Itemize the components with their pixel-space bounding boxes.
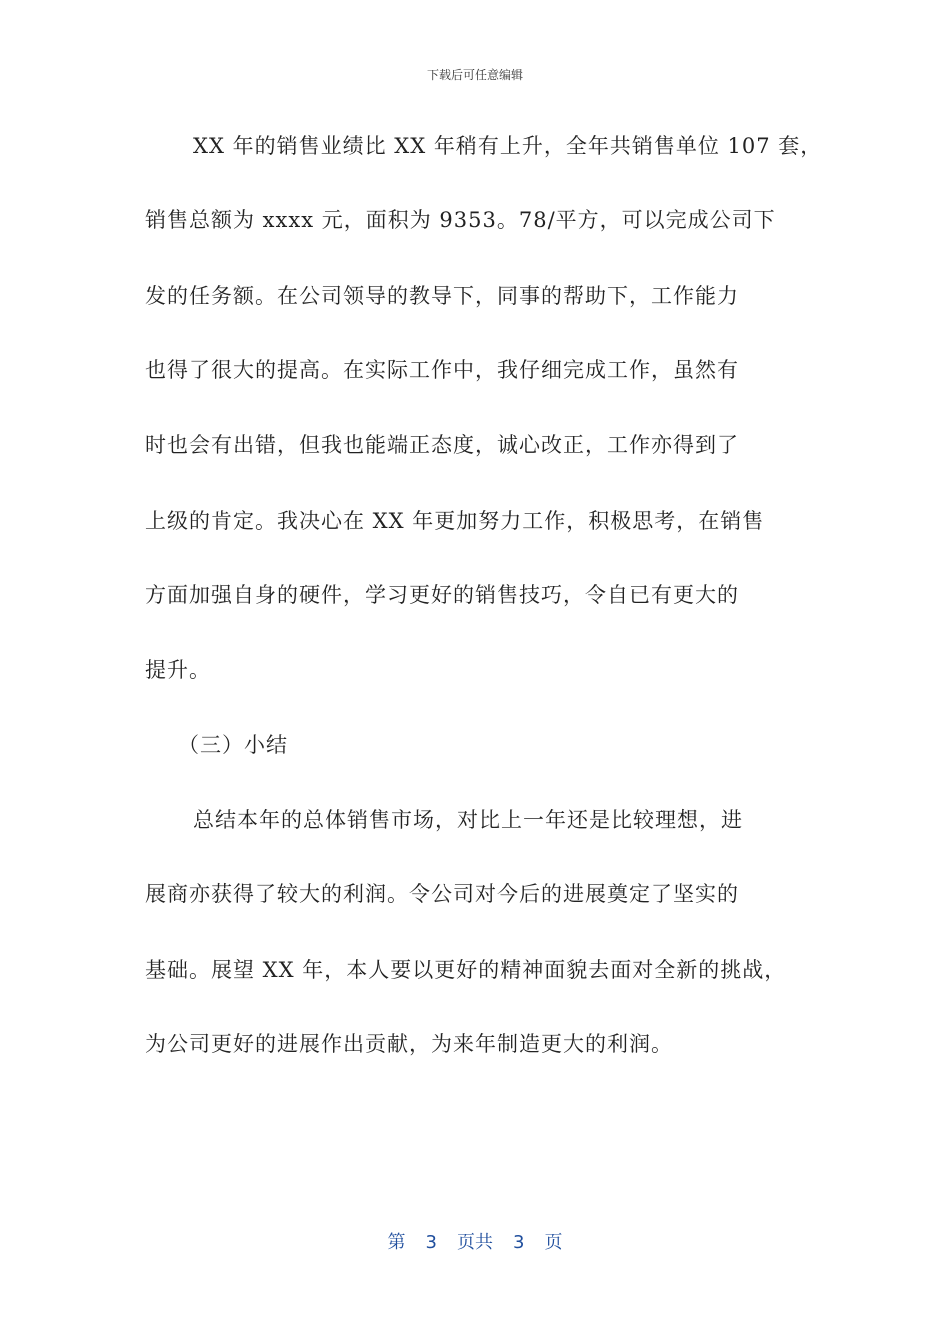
page-header-note: 下载后可任意编辑: [426, 68, 523, 82]
paragraph-1-line-8: 提升。: [145, 658, 211, 682]
footer-page-prefix: 第: [387, 1232, 406, 1253]
paragraph-1-line-6: 上级的肯定。我决心在 XX 年更加努力工作，积极思考，在销售: [145, 509, 765, 533]
paragraph-1-line-4: 也得了很大的提高。在实际工作中，我仔细完成工作，虽然有: [145, 358, 739, 382]
paragraph-2-line-1: 总结本年的总体销售市场，对比上一年还是比较理想，进: [193, 808, 743, 832]
footer-total-pages: 3: [513, 1232, 525, 1253]
paragraph-1-line-5: 时也会有出错，但我也能端正态度，诚心改正，工作亦得到了: [145, 433, 739, 457]
footer-current-page: 3: [425, 1232, 437, 1253]
paragraph-2-line-4: 为公司更好的进展作出贡献，为来年制造更大的利润。: [145, 1032, 673, 1056]
paragraph-1-line-1: XX 年的销售业绩比 XX 年稍有上升，全年共销售单位 107 套，: [193, 134, 823, 158]
paragraph-2-line-2: 展商亦获得了较大的利润。令公司对今后的进展奠定了坚实的: [145, 882, 739, 906]
footer-page-suffix: 页: [544, 1232, 563, 1253]
paragraph-2-line-3: 基础。展望 XX 年，本人要以更好的精神面貌去面对全新的挑战，: [145, 958, 787, 982]
page-footer: [0, 1228, 950, 1254]
section-heading: （三）小结: [178, 733, 288, 757]
paragraph-1-line-2: 销售总额为 xxxx 元，面积为 9353。78/平方，可以完成公司下: [145, 208, 776, 232]
paragraph-1-line-7: 方面加强自身的硬件，学习更好的销售技巧，令自已有更大的: [145, 583, 739, 607]
footer-page-mid: 页共: [457, 1232, 493, 1253]
paragraph-1-line-3: 发的任务额。在公司领导的教导下，同事的帮助下，工作能力: [145, 284, 739, 308]
